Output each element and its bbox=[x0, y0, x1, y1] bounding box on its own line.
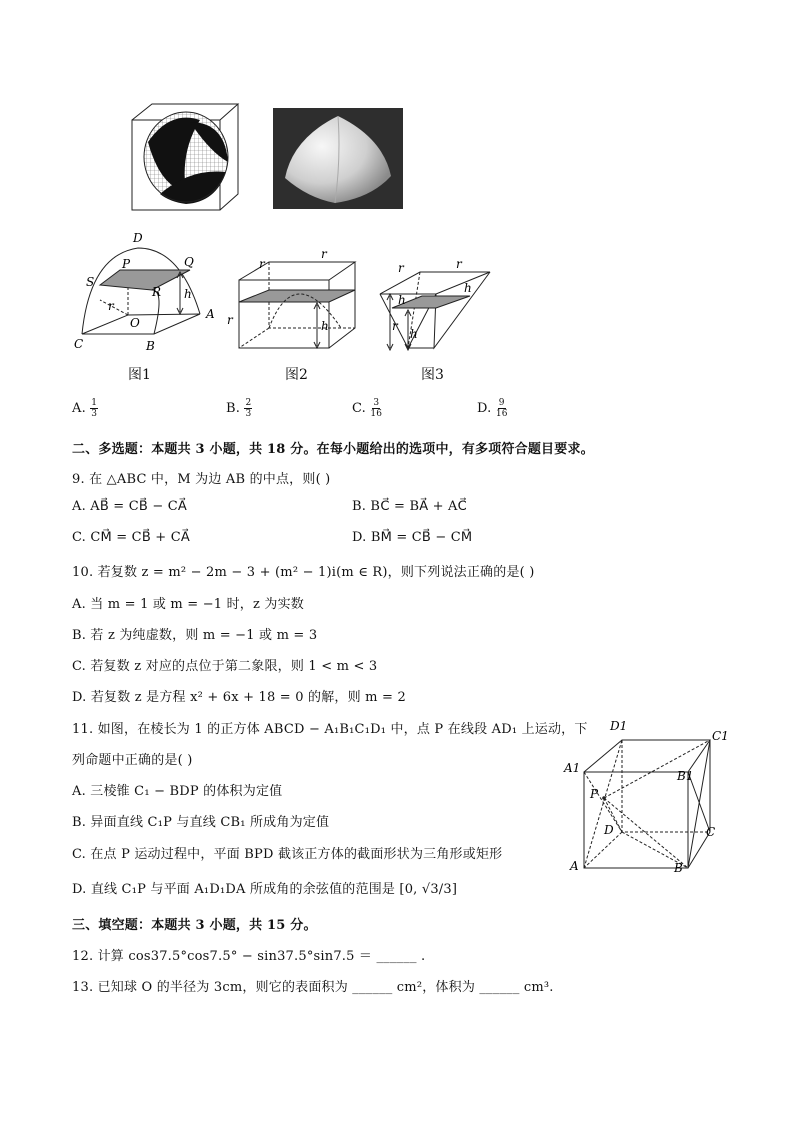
q8-option-c: C. $\frac{3}{16}$ bbox=[352, 398, 383, 419]
q10-option-d: D. 若复数 z 是方程 x² + 6x + 18 = 0 的解，则 m = 2 bbox=[72, 690, 406, 705]
q9-option-c: C. CM⃗ = CB⃗ + CA⃗ bbox=[72, 530, 190, 545]
cylinder-cube-figure bbox=[130, 102, 240, 214]
fig3-label-h-right: h bbox=[464, 281, 472, 295]
q10-option-b: B. 若 z 为纯虚数，则 m = −1 或 m = 3 bbox=[72, 628, 318, 643]
figure-2 bbox=[225, 240, 365, 355]
fig1-label-S: S bbox=[86, 275, 95, 289]
fig1-label-B: B bbox=[146, 339, 155, 353]
fig3-label-h-left: h bbox=[398, 293, 406, 307]
fig2-label-r-side: r bbox=[227, 313, 233, 327]
q11-option-d: D. 直线 C₁P 与平面 A₁D₁DA 所成角的余弦值的范围是 [0, √3/3] bbox=[72, 882, 458, 897]
section-3-title: 三、填空题：本题共 3 小题，共 15 分。 bbox=[72, 918, 317, 933]
q11-option-b: B. 异面直线 C₁P 与直线 CB₁ 所成角为定值 bbox=[72, 815, 330, 830]
figure-2-caption: 图2 bbox=[285, 367, 308, 383]
q11-stem-line1: 11. 如图，在棱长为 1 的正方体 ABCD − A₁B₁C₁D₁ 中，点 P 在线段 AD₁ 上运动，下 bbox=[72, 722, 588, 737]
q9-stem: 9. 在 △ABC 中，M 为边 AB 的中点，则( ) bbox=[72, 472, 331, 487]
fig1-label-R: R bbox=[152, 285, 162, 299]
fig3-label-h-inner: h bbox=[410, 327, 418, 341]
figure-3 bbox=[372, 260, 497, 355]
q8-option-b: B. $\frac{2}{3}$ bbox=[226, 398, 252, 419]
cube-label-B: B bbox=[674, 861, 683, 875]
cube-figure bbox=[560, 712, 730, 882]
section-2-title: 二、多选题：本题共 3 小题，共 18 分。在每小题给出的选项中，有多项符合题目要求。 bbox=[72, 442, 594, 457]
fig1-label-D: D bbox=[133, 231, 143, 245]
cube-label-D1: D1 bbox=[610, 719, 628, 733]
fig1-label-h: h bbox=[184, 287, 192, 301]
fig1-label-Q: Q bbox=[184, 255, 194, 269]
fig2-label-r-top: r bbox=[259, 257, 265, 271]
q10-option-a: A. 当 m = 1 或 m = −1 时，z 为实数 bbox=[72, 597, 304, 612]
cube-label-A: A bbox=[570, 859, 579, 873]
cube-label-C1: C1 bbox=[712, 729, 729, 743]
q11-option-a: A. 三棱锥 C₁ − BDP 的体积为定值 bbox=[72, 784, 283, 799]
fig3-label-r-side: r bbox=[392, 319, 398, 333]
figure-1-caption: 图1 bbox=[128, 367, 151, 383]
q10-stem: 10. 若复数 z = m² − 2m − 3 + (m² − 1)i(m ∈ R)，则下列说法正确的是( ) bbox=[72, 565, 535, 580]
cube-label-C: C bbox=[706, 825, 716, 839]
cube-label-D: D bbox=[604, 823, 614, 837]
fig1-label-A: A bbox=[206, 307, 215, 321]
fig2-label-r-back: r bbox=[321, 247, 327, 261]
q9-option-b: B. BC⃗ = BA⃗ + AC⃗ bbox=[352, 499, 467, 514]
q11-stem-line2: 列命题中正确的是( ) bbox=[72, 753, 193, 768]
q8-option-d: D. $\frac{9}{16}$ bbox=[477, 398, 508, 419]
fig1-label-r: r bbox=[108, 299, 114, 313]
q8-option-a: A. $\frac{1}{3}$ bbox=[72, 398, 98, 419]
q12-text: 12. 计算 cos37.5°cos7.5° − sin37.5°sin7.5 ＝ ______ . bbox=[72, 949, 426, 964]
cube-label-P: P bbox=[590, 787, 599, 801]
q9-option-d: D. BM⃗ = CB⃗ − CM⃗ bbox=[352, 530, 473, 545]
q9-option-a: A. AB⃗ = CB⃗ − CA⃗ bbox=[72, 499, 187, 514]
fig1-label-O: O bbox=[130, 316, 140, 330]
figure-1 bbox=[70, 230, 220, 360]
fig1-label-C: C bbox=[74, 337, 84, 351]
fig3-label-r-back: r bbox=[456, 260, 462, 271]
fig1-label-P: P bbox=[122, 257, 131, 271]
q13-text: 13. 已知球 O 的半径为 3cm，则它的表面积为 ______ cm²，体积为 ______ cm³. bbox=[72, 980, 554, 995]
fig2-label-h: h bbox=[321, 319, 329, 333]
cube-label-B1: B1 bbox=[677, 769, 694, 783]
q11-option-c: C. 在点 P 运动过程中，平面 BPD 截该正方体的截面形状为三角形或矩形 bbox=[72, 847, 503, 862]
q10-option-c: C. 若复数 z 对应的点位于第二象限，则 1 < m < 3 bbox=[72, 659, 378, 674]
curved-solid-render bbox=[273, 108, 403, 209]
figure-3-caption: 图3 bbox=[421, 367, 444, 383]
cube-label-A1: A1 bbox=[564, 761, 581, 775]
fig3-label-r-top: r bbox=[398, 261, 404, 275]
